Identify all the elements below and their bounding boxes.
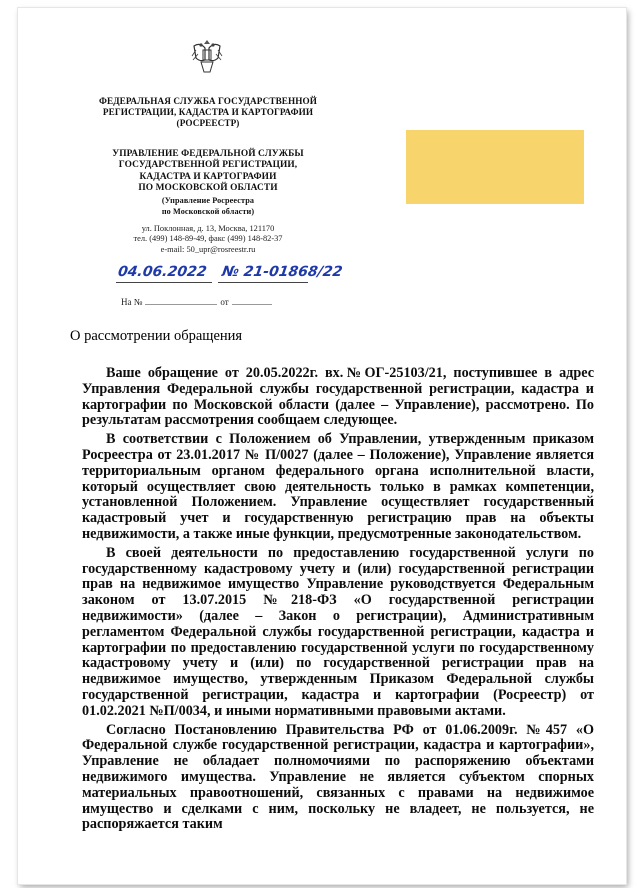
letter-page [18,8,626,884]
org-line: (РОСРЕЕСТР) [176,118,240,128]
dept-line: по Московской области) [161,207,255,217]
date-underline [116,282,212,283]
letter-body [82,366,594,836]
dept-line: (Управление Росреестра [161,195,255,205]
dept-line: ПО МОСКОВСКОЙ ОБЛАСТИ [138,183,278,194]
dept-line: ГОСУДАРСТВЕННОЙ РЕГИСТРАЦИИ, [118,160,298,171]
org-name [98,96,318,129]
dept-line: КАДАСТРА И КАРТОГРАФИИ [139,171,277,182]
dept-line: УПРАВЛЕНИЕ ФЕДЕРАЛЬНОЙ СЛУЖБЫ [112,149,304,159]
org-line: ФЕДЕРАЛЬНАЯ СЛУЖБА ГОСУДАРСТВЕННОЙ [98,96,318,106]
coat-of-arms-icon [190,36,224,78]
paragraph: Согласно Постановлению Правительства РФ от 01.06.2009г. №457 «О Федеральной службе государственной регистрации, кадастра и картографии», Управление не обладает полномочиями по распоряжению объектами недвижимого имущества. Управление не является субъектом спорных материальных правоотношений, связанных с правами на недвижимое имущество и сделками с ним, поскольку не владеет, не пользуется, не распоряжается таким [82,721,594,833]
phone-line: тел. (499) 148-89-49, факс (499) 148-82-37 [133,234,283,244]
reference-blank [145,296,217,305]
paragraph: В своей деятельности по предоставлению государственной услуги по государственному кадастровому учету и (или) государственной регистрации прав на недвижимое имущество Управление руководствуется Федеральным законом от 13.07.2015 №218-ФЗ «О государственной регистрации недвижимости» (далее – Закон о регистрации), Административным регламентом Федеральной службы государственной регистрации, кадастра и картографии по предоставлению государственной услуги по государственному кадастровому учету и (или) по государственной регистрации прав на недвижимое имущество, утвержденным Приказом Федеральной службы государственной регистрации, кадастра и картографии (Росреестр) от 01.02.2021 №П/0034, и иными нормативными правовыми актами. [82,544,594,719]
number-underline [218,282,308,283]
paragraph: Ваше обращение от 20.05.2022г. вх.№ОГ-25103/21, поступившее в адрес Управления Федеральной службы государственной регистрации, кадастра и картографии по Московской области (далее – Управление), рассмотрено. По результатам рассмотрения сообщаем следующее. [82,365,594,429]
address-line: ул. Поклонная, д. 13, Москва, 121170 [141,224,275,233]
na-label: На № [121,297,143,307]
address-block [108,224,308,255]
ot-label: от [220,297,229,307]
email-line: e-mail: 50_upr@rosreestr.ru [160,244,256,254]
redaction-highlight [406,130,584,204]
reference-line [121,296,275,307]
paragraph: В соответствии с Положением об Управлении, утвержденным приказом Росреестра от 23.01.2017 № П/0027 (далее – Положение), Управление является территориальным органом федерального органа исполнительной власти, который осуществляет свою деятельность только в рамках компетенции, установленной Положением. Управление осуществляет государственный кадастровый учет и государственную регистрацию прав на объекты недвижимости, а также иные функции, предусмотренные законодательством. [82,431,594,542]
handwritten-date: 04.06.2022 [116,264,208,280]
reference-date-blank [232,296,272,305]
dept-name [98,149,318,217]
letter-subject: О рассмотрении обращения [70,328,243,344]
handwritten-number: № 21-01868/22 [220,264,344,280]
org-line: РЕГИСТРАЦИИ, КАДАСТРА И КАРТОГРАФИИ [102,107,314,117]
